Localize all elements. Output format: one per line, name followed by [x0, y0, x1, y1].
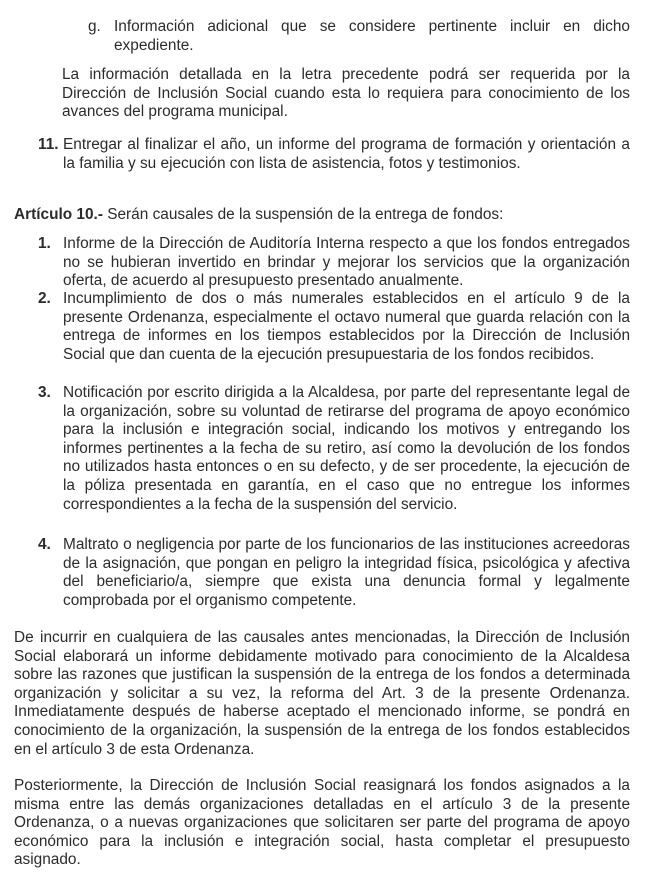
paragraph-posteriormente: Posteriormente, la Dirección de Inclusión Social reasignará los fondos asignados a la misma entre las demás organizaciones detalladas en el artículo 3 de la presente Ordenanza, o a nuevas organizaciones que solicitaren ser parte del programa de apoyo económico para la inclusión e integración social, hasta completar el presupuesto asignado.	[14, 777, 630, 869]
list-item-g	[88, 18, 630, 55]
article-label: Artículo 10.-	[14, 206, 103, 223]
paragraph-incurrir: De incurrir en cualquiera de las causales antes mencionadas, la Dirección de Inclusión Social elaborará un informe debidamente motivado para conocimiento de la Alcaldesa sobre las razones que justifican la suspensión de la entrega de los fondos a determinada organización y solicitar a su vez, la reforma del Art. 3 de la presente Ordenanza. Inmediatamente después de haberse aceptado el mencionado informe, se pondrá en conocimiento de la organización, la suspensión de la entrega de los fondos establecidos en el artículo 3 de esta Ordenanza.	[14, 629, 630, 758]
item-text: Notificación por escrito dirigida a la Alcaldesa, por parte del representante legal de la organización, sobre su voluntad de retirarse del programa de apoyo económico para la inclusión e integración social, indicando los motivos y entregando los informes pertinentes a la fecha de su retiro, así como la devolución de los fondos no utilizados hasta entonces o en su defecto, y de ser procedente, la ejecución de la póliza presentada en garantía, en el caso que no entregue los informes correspondientes a la fecha de la suspensión del servicio.	[63, 384, 630, 513]
article-heading	[14, 206, 634, 225]
cause-item-2	[38, 290, 630, 364]
item-marker: 3.	[38, 384, 51, 401]
item-text: Información adicional que se considere pertinente incluir en dicho expediente.	[114, 18, 630, 54]
cause-item-4	[38, 536, 630, 610]
paragraph-info: La información detallada en la letra precedente podrá ser requerida por la Dirección de Inclusión Social cuando esta lo requiera para conocimiento de los avances del programa municipal.	[62, 66, 630, 121]
cause-item-3	[38, 384, 630, 514]
cause-item-1	[38, 235, 630, 291]
item-text: Entregar al finalizar el año, un informe del programa de formación y orientación a la familia y su ejecución con lista de asistencia, fotos y testimonios.	[63, 136, 630, 172]
article-text: Serán causales de la suspensión de la entrega de fondos:	[102, 206, 504, 223]
item-text: Informe de la Dirección de Auditoría Interna respecto a que los fondos entregados no se hubieran invertido en brindar y mejorar los servicios que la organización oferta, de acuerdo al presupuesto presentado anualmente.	[63, 235, 630, 290]
item-text: Maltrato o negligencia por parte de los funcionarios de las instituciones acreedoras de la asignación, que pongan en peligro la integridad física, psicológica y afectiva del beneficiario/a, siempre que exista una denuncia formal y legalmente comprobada por el organismo competente.	[63, 536, 630, 609]
item-text: Incumplimiento de dos o más numerales establecidos en el artículo 9 de la presente Ordenanza, especialmente el octavo numeral que guarda relación con la entrega de informes en los tiempos establecidos por la Dirección de Inclusión Social que dan cuenta de la ejecución presupuestaria de los fondos recibidos.	[63, 290, 630, 363]
item-marker: g.	[88, 18, 101, 35]
list-item-11	[38, 136, 630, 173]
item-marker: 1.	[38, 235, 51, 252]
item-marker: 2.	[38, 290, 51, 307]
item-marker: 11.	[38, 136, 59, 153]
item-marker: 4.	[38, 536, 51, 553]
